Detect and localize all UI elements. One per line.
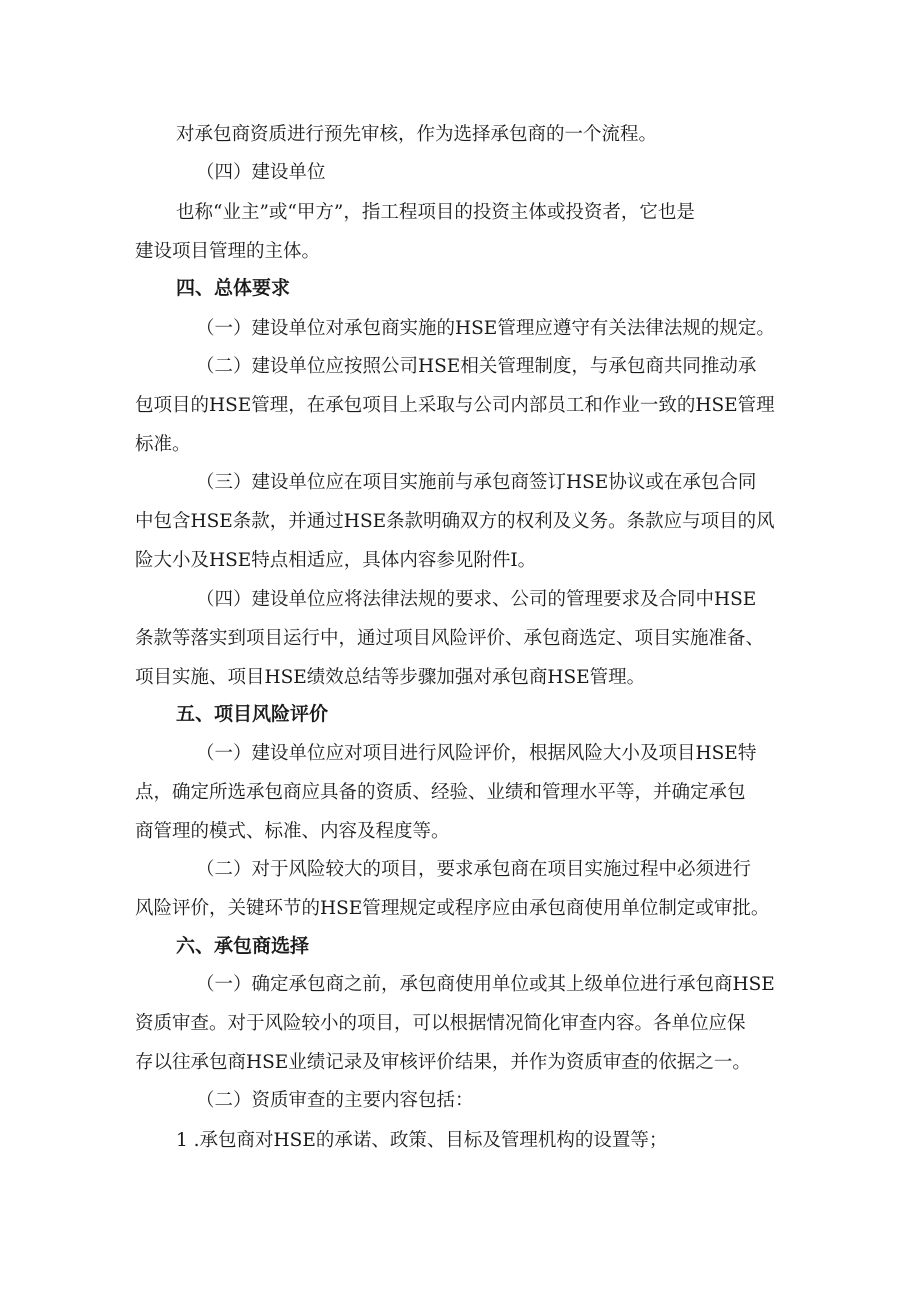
paragraph-5: （二）建设单位应按照公司HSE相关管理制度，与承包商共同推动承 包项目的HSE管理，在承包项目上采取与公司内部员工和作业一致的HSE管理 标准。 bbox=[135, 356, 775, 455]
paragraph-6: （三）建设单位应在项目实施前与承包商签订HSE协议或在承包合同 中包含HSE条款，并通过HSE条款明确双方的权利及义务。条款应与项目的风 险大小及HSE特点相适应，具体内容参见附件I。 bbox=[135, 472, 775, 571]
paragraph-10: （一）确定承包商之前，承包商使用单位或其上级单位进行承包商HSE 资质审查。对于风险较小的项目，可以根据情况简化审查内容。各单位应保 存以往承包商HSE业绩记录及审核评价结果，并作为资质审查的依据之一。 bbox=[135, 974, 775, 1073]
paragraph-12: 1 .承包商对HSE的承诺、政策、目标及管理机构的设置等； bbox=[176, 1130, 668, 1151]
section-heading-6: 六、承包商选择 bbox=[176, 935, 310, 957]
section-heading-4: 四、总体要求 bbox=[176, 277, 291, 299]
paragraph-7: （四）建设单位应将法律法规的要求、公司的管理要求及合同中HSE 条款等落实到项目运行中，通过项目风险评价、承包商选定、项目实施准备、 项目实施、项目HSE绩效总结等步骤加强对承包商HSE管理。 bbox=[135, 589, 765, 688]
paragraph-4: （一）建设单位对承包商实施的HSE管理应遵守有关法律法规的规定。 bbox=[196, 318, 775, 339]
paragraph-11: （二）资质审查的主要内容包括： bbox=[196, 1090, 474, 1111]
section-heading-5: 五、项目风险评价 bbox=[176, 703, 329, 725]
paragraph-2: （四）建设单位 bbox=[196, 162, 326, 183]
paragraph-1: 对承包商资质进行预先审核，作为选择承包商的一个流程。 bbox=[176, 124, 658, 145]
paragraph-3: 也称“业主”或“甲方”，指工程项目的投资主体或投资者，它也是 建设项目管理的主体。 bbox=[135, 202, 695, 262]
paragraph-8: （一）建设单位应对项目进行风险评价，根据风险大小及项目HSE特 点，确定所选承包商应具备的资质、经验、业绩和管理水平等，并确定承包 商管理的模式、标准、内容及程度等。 bbox=[135, 743, 757, 842]
paragraph-9: （二）对于风险较大的项目，要求承包商在项目实施过程中必须进行 风险评价，关键环节的HSE管理规定或程序应由承包商使用单位制定或审批。 bbox=[135, 859, 770, 919]
